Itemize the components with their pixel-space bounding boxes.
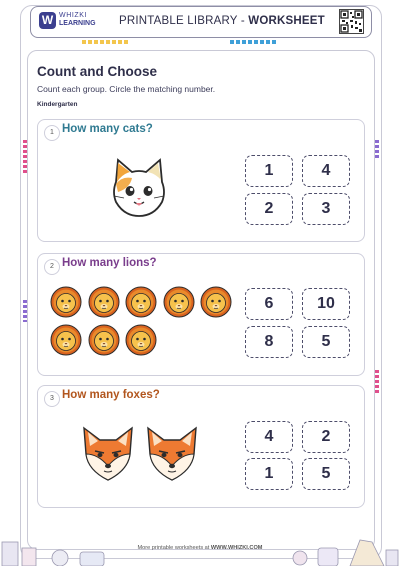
brand-name bbox=[59, 12, 96, 28]
answer-option[interactable]: 4 bbox=[302, 155, 350, 187]
answer-option[interactable]: 5 bbox=[302, 326, 350, 358]
answer-option[interactable]: 8 bbox=[245, 326, 293, 358]
lion-icon bbox=[88, 324, 120, 356]
lion-icon bbox=[50, 286, 82, 318]
header-title-prefix: PRINTABLE LIBRARY - bbox=[119, 15, 249, 27]
answer-option[interactable]: 3 bbox=[302, 193, 350, 225]
grade-level: Kindergarten bbox=[37, 101, 78, 108]
lion-icon bbox=[50, 324, 82, 356]
header-title bbox=[119, 15, 325, 27]
answer-option[interactable]: 1 bbox=[245, 155, 293, 187]
question-text: How many cats? bbox=[62, 123, 153, 135]
brand-line-2: LEARNING bbox=[59, 20, 96, 27]
fox-icon bbox=[80, 424, 136, 482]
lion-icon bbox=[163, 286, 195, 318]
qr-code bbox=[339, 9, 364, 34]
lion-icon bbox=[125, 324, 157, 356]
answer-option[interactable]: 1 bbox=[245, 458, 293, 490]
question-number: 1 bbox=[44, 125, 60, 141]
header-bar bbox=[30, 6, 372, 38]
footer-link[interactable]: WWW.WHIZKI.COM bbox=[210, 545, 263, 551]
question-number: 2 bbox=[44, 259, 60, 275]
worksheet-title: Count and Choose bbox=[37, 64, 157, 79]
answer-option[interactable]: 10 bbox=[302, 288, 350, 320]
fox-icon bbox=[144, 424, 200, 482]
answer-option[interactable]: 6 bbox=[245, 288, 293, 320]
header-blue-stripe bbox=[230, 40, 278, 44]
question-text: How many lions? bbox=[62, 257, 157, 269]
lion-icon bbox=[200, 286, 232, 318]
answer-option[interactable]: 5 bbox=[302, 458, 350, 490]
answer-option[interactable]: 4 bbox=[245, 421, 293, 453]
lion-group bbox=[50, 286, 240, 358]
lion-icon bbox=[125, 286, 157, 318]
footer-text: More printable worksheets at bbox=[137, 545, 211, 551]
cat-group bbox=[110, 158, 168, 223]
worksheet-instructions: Count each group. Circle the matching number. bbox=[37, 84, 216, 94]
answer-option[interactable]: 2 bbox=[302, 421, 350, 453]
qr-code-icon bbox=[340, 10, 363, 33]
brand-line-1: WHIZKI bbox=[59, 12, 88, 19]
lion-icon bbox=[88, 286, 120, 318]
cat-icon bbox=[110, 158, 168, 218]
question-text: How many foxes? bbox=[62, 389, 160, 401]
footer bbox=[0, 545, 400, 551]
brand-logo: W bbox=[39, 12, 56, 29]
fox-group bbox=[80, 424, 210, 484]
question-number: 3 bbox=[44, 391, 60, 407]
header-yellow-stripe bbox=[82, 40, 130, 44]
answer-option[interactable]: 2 bbox=[245, 193, 293, 225]
header-title-bold: WORKSHEET bbox=[248, 15, 325, 27]
